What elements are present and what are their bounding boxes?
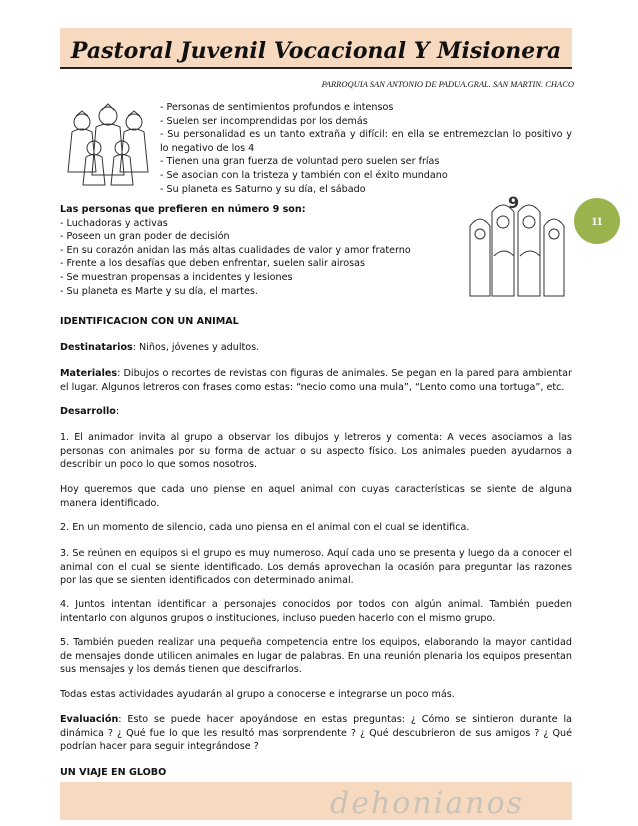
list-item: - Se asocian con la tristeza y también con el éxito mundano bbox=[160, 169, 448, 181]
step-1b-paragraph: Hoy queremos que cada uno piense en aquel animal con cuyas características se siente de alguna manera identificado. bbox=[60, 484, 572, 509]
list-item: - En su corazón anidan las más altas cualidades de valor y amor fraterno bbox=[60, 244, 411, 256]
step-3-paragraph: 3. Se reúnen en equipos si el grupo es muy numeroso. Aquí cada uno se presenta y luego da a conocer el animal con el cual se siente identificado. Los demás aprovechan la ocasión para preguntar las razones por las que se sienten identificados con determinado animal. bbox=[60, 548, 572, 587]
list-item: - Frente a los desafías que deben enfrentar, suelen salir airosas bbox=[60, 258, 366, 270]
evaluacion-text: : Esto se puede hacer apoyándose en estas preguntas: ¿ Cómo se sintieron durante la dinámica ? ¿ Qué fue lo que les resultó mas sorprendente ? ¿ Qué descubrieron de sus amigos ? ¿ Qué podrían hacer para seguir integrándose ? bbox=[60, 714, 572, 753]
animal-heading: IDENTIFICACION CON UN ANIMAL bbox=[60, 316, 239, 327]
materiales-paragraph bbox=[60, 367, 572, 394]
evaluacion-label: Evaluación bbox=[60, 714, 119, 725]
step-4-paragraph: 4. Juntos intentan identificar a personajes conocidos por todos con algún animal. También pueden intentarlo con algunos grupos o instituciones, incluso pueden hacerlo con el mismo grupo. bbox=[60, 599, 572, 624]
desarrollo-paragraph bbox=[60, 405, 572, 419]
number-nine-illustration bbox=[464, 186, 570, 304]
desarrollo-label: Desarrollo bbox=[60, 406, 116, 417]
header-rule bbox=[60, 67, 572, 69]
header-title: Pastoral Juvenil Vocacional Y Misionera bbox=[70, 38, 562, 64]
list-item: - Poseen un gran poder de decisión bbox=[60, 231, 230, 243]
destinatarios-text: : Niños, jóvenes y adultos. bbox=[132, 342, 260, 353]
destinatarios-label: Destinatarios bbox=[60, 342, 133, 353]
people-group-illustration bbox=[62, 100, 154, 192]
evaluacion-paragraph bbox=[60, 713, 572, 754]
step-1-paragraph: 1. El animador invita al grupo a observar los dibujos y letreros y comenta: A veces asociamos a las personas con animales por su forma de actuar o su aspecto físico. Los animales pueden ayudarnos a describir un poco lo que somos nosotros. bbox=[60, 432, 572, 471]
step-2-paragraph: 2. En un momento de silencio, cada uno piensa en el animal con el cual se identifica. bbox=[60, 522, 470, 533]
materiales-label: Materiales bbox=[60, 368, 118, 379]
list-item: - Su planeta es Marte y su día, el martes. bbox=[60, 285, 258, 297]
dehonianos-logo: dehonianos bbox=[330, 786, 524, 821]
svg-text:9: 9 bbox=[508, 193, 520, 212]
summary-paragraph: Todas estas actividades ayudarán al grupo a conocerse e integrarse un poco más. bbox=[60, 689, 455, 700]
destinatarios-paragraph bbox=[60, 341, 572, 355]
list-item: - Personas de sentimientos profundos e intensos bbox=[160, 102, 394, 113]
step-5-paragraph: 5. También pueden realizar una pequeña competencia entre los equipos, elaborando la mayor cantidad de mensajes donde utilicen animales en lugar de palabras. En una reunión plenaria los equipos presentan sus mensajes y los demás tienen que descifrarlos. bbox=[60, 637, 572, 676]
materiales-text: : Dibujos o recortes de revistas con figuras de animales. Se pegan en la pared para ambientar el lugar. Algunos letreros con frases como estas: “necio como una mula”, “Lento como una tortuga”, etc. bbox=[60, 368, 572, 393]
list-item: - Se muestran propensas a incidentes y lesiones bbox=[60, 271, 293, 283]
top-list bbox=[160, 101, 572, 196]
list-item: - Su personalidad es un tanto extraña y difícil: en ella se entremezclan lo positivo y lo negativo de los 4 bbox=[160, 129, 572, 154]
list-item: - Suelen ser incomprendidas por los demás bbox=[160, 115, 368, 127]
page-number-badge: 11 bbox=[574, 198, 620, 244]
list-item: - Luchadoras y activas bbox=[60, 217, 168, 229]
list-item: - Tienen una gran fuerza de voluntad pero suelen ser frías bbox=[160, 156, 440, 168]
nine-heading: Las personas que prefieren en número 9 son: bbox=[60, 204, 306, 215]
nine-section bbox=[60, 203, 410, 298]
parish-line: PARROQUIA SAN ANTONIO DE PADUA.GRAL. SAN MARTIN. CHACO bbox=[321, 79, 574, 89]
desarrollo-colon: : bbox=[115, 406, 120, 417]
list-item: - Su planeta es Saturno y su día, el sábado bbox=[160, 183, 366, 195]
next-section-heading: UN VIAJE EN GLOBO bbox=[60, 767, 167, 778]
